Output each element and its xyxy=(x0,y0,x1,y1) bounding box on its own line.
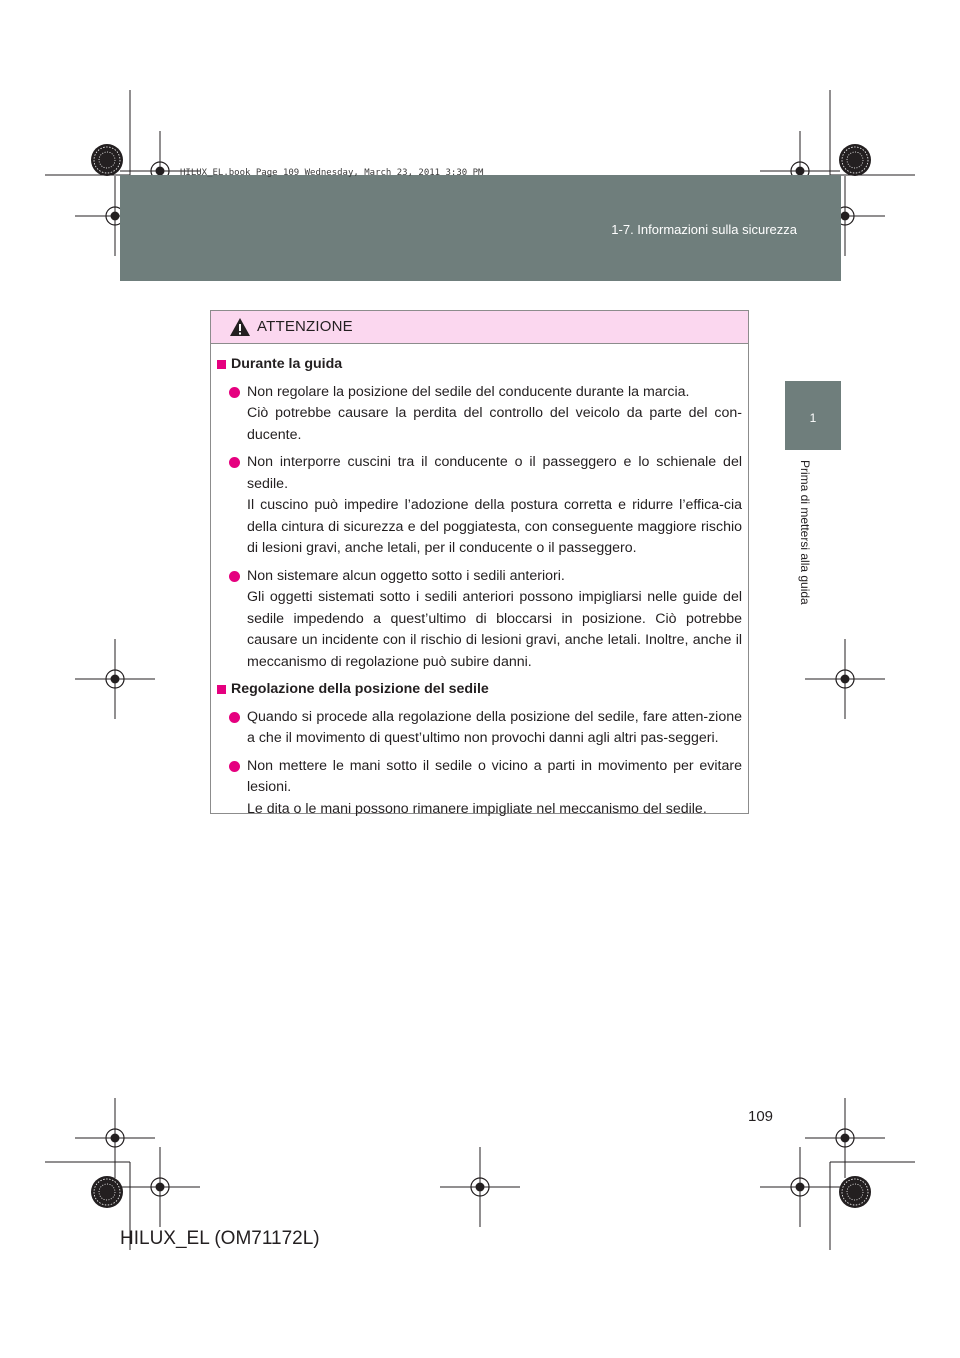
circle-bullet-icon xyxy=(229,761,240,772)
list-item-line: Quando si procede alla regolazione della posizione del sedile, fare atten-zione a che il movimento di quest’ultimo non provochi danni agli altri pas-seggeri. xyxy=(247,708,742,746)
document-id: HILUX_EL (OM71172L) xyxy=(120,1228,320,1249)
chapter-label-text: Prima di mettersi alla guida xyxy=(798,460,812,605)
circle-bullet-icon xyxy=(229,571,240,582)
list-item-text xyxy=(247,382,742,447)
warning-triangle-icon xyxy=(229,317,251,337)
chapter-tab xyxy=(785,381,841,450)
section-heading-text: Durante la guida xyxy=(231,356,343,372)
list-item-line: Non interporre cuscini tra il conducente o il passeggero e lo schienale del sedile. xyxy=(247,454,742,492)
warning-title: ATTENZIONE xyxy=(257,318,353,335)
list-item xyxy=(217,452,742,560)
section-heading xyxy=(217,354,742,376)
list-item-line: Gli oggetti sistemati sotto i sedili anteriori possono impigliarsi nelle guide del sedile impedendo a quest’ultimo di bloccarsi in posizione. Ciò potrebbe causare un incidente con il rischio di lesioni gravi, anche letali. Inoltre, anche il meccanismo di regolazione può subire danni. xyxy=(247,589,742,670)
list-item xyxy=(217,707,742,750)
list-item-text xyxy=(247,566,742,674)
list-item xyxy=(217,566,742,674)
list-item-line: Non regolare la posizione del sedile del conducente durante la marcia. xyxy=(247,383,690,400)
list-item xyxy=(217,382,742,447)
square-bullet-icon xyxy=(217,360,226,369)
section-title: 1-7. Informazioni sulla sicurezza xyxy=(611,222,797,237)
list-item-text xyxy=(247,452,742,560)
list-item-line: Il cuscino può impedire l’adozione della postura corretta e ridurre l’effica-cia della cintura di sicurezza e del poggiatesta, con conseguente maggiore rischio di lesioni gravi, anche letali, per il conducente o il passeggero. xyxy=(247,497,742,556)
circle-bullet-icon xyxy=(229,457,240,468)
list-item-line: Non mettere le mani sotto il sedile o vicino a parti in movimento per evitare lesioni. xyxy=(247,757,742,795)
square-bullet-icon xyxy=(217,685,226,694)
warning-header xyxy=(211,311,748,344)
warning-body xyxy=(211,344,748,820)
list-item-line: Ciò potrebbe causare la perdita del controllo del veicolo da parte del con-ducente. xyxy=(247,405,742,443)
section-heading xyxy=(217,679,742,701)
list-item-text xyxy=(247,707,742,750)
list-item xyxy=(217,756,742,821)
list-item-text xyxy=(247,756,742,821)
print-stamp: HILUX_EL.book Page 109 Wednesday, March 23, 2011 3:30 PM xyxy=(180,168,484,178)
list-item-line: Le dita o le mani possono rimanere impigliate nel meccanismo del sedile. xyxy=(247,800,707,817)
list-item-line: Non sistemare alcun oggetto sotto i sedili anteriori. xyxy=(247,567,565,584)
chapter-label xyxy=(797,460,817,640)
warning-box xyxy=(210,310,749,817)
circle-bullet-icon xyxy=(229,712,240,723)
section-heading-text: Regolazione della posizione del sedile xyxy=(231,681,489,697)
page-number: 109 xyxy=(748,1108,774,1125)
chapter-number: 1 xyxy=(809,411,817,425)
circle-bullet-icon xyxy=(229,387,240,398)
